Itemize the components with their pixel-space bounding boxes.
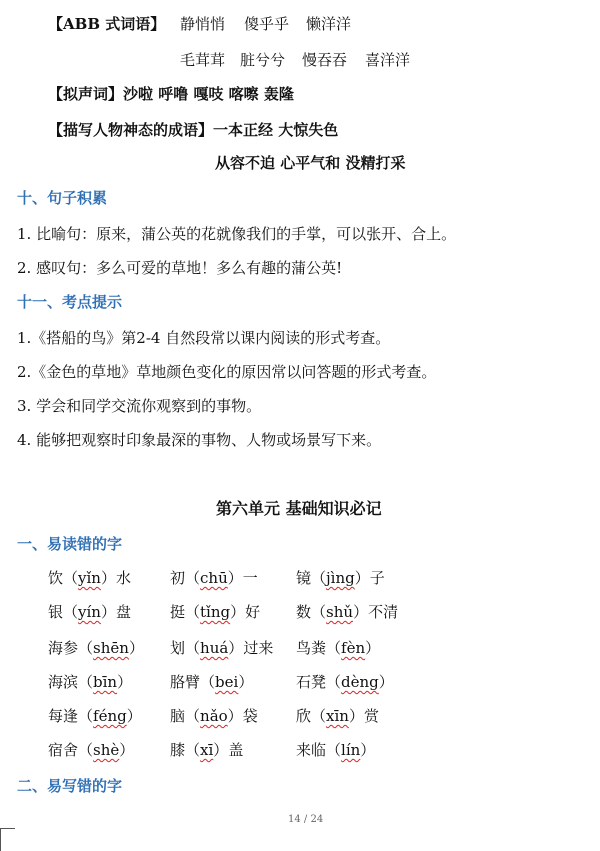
misread-word-entry: 划（huá）过来	[170, 639, 274, 657]
page-corner-mark	[0, 828, 15, 851]
abb-label: 【ABB 式词语】	[48, 15, 166, 33]
misread-word-entry: 初（chū）一	[170, 569, 258, 587]
word-character: 镜	[296, 569, 312, 587]
pinyin: fèn	[341, 639, 366, 657]
section-heading-sentences: 十、句子积累	[17, 189, 108, 207]
pinyin: shè	[93, 741, 120, 759]
misread-word-entry: 脑（nǎo）袋	[170, 707, 258, 725]
word-character: 水	[115, 569, 131, 587]
word-character: 挺	[170, 603, 186, 621]
pinyin: xī	[200, 741, 214, 759]
section-heading-miswritten: 二、易写错的字	[17, 777, 123, 795]
pinyin: xīn	[326, 707, 349, 725]
word-character: 海滨	[48, 673, 79, 691]
misread-word-entry: 数（shǔ）不清	[296, 603, 399, 621]
abb-word: 慢吞吞	[302, 51, 348, 69]
onomatopoeia-line: 【拟声词】沙啦 呼噜 嘎吱 喀嚓 轰隆	[48, 85, 294, 103]
misread-word-entry: 饮（yǐn）水	[48, 569, 131, 587]
misread-word-entry: 挺（tǐng）好	[170, 603, 261, 621]
misread-word-entry: 镜（jìng）子	[296, 569, 385, 587]
section-heading-tips: 十一、考点提示	[17, 293, 123, 311]
word-character: 来临	[296, 741, 327, 759]
pinyin: bei	[215, 673, 239, 691]
word-character: 划	[170, 639, 186, 657]
misread-word-entry: 鸟粪（fèn）	[296, 639, 381, 657]
pinyin: shǔ	[326, 603, 354, 621]
word-character: 不清	[368, 603, 399, 621]
tip-item: 4. 能够把观察时印象最深的事物、人物或场景写下来。	[17, 431, 382, 449]
pinyin: chū	[200, 569, 228, 587]
pinyin: shēn	[93, 639, 129, 657]
pinyin: huá	[200, 639, 229, 657]
sentence-item: 1. 比喻句：原来，蒲公英的花就像我们的手掌，可以张开、合上。	[17, 225, 457, 243]
word-character: 石凳	[296, 673, 327, 691]
unit-title: 第六单元 基础知识必记	[216, 499, 382, 518]
misread-word-entry: 宿舍（shè）	[48, 741, 135, 759]
tip-item: 3. 学会和同学交流你观察到的事物。	[17, 397, 262, 415]
word-character: 盘	[115, 603, 131, 621]
tip-item: 2.《金色的草地》草地颜色变化的原因常以问答题的形式考查。	[17, 363, 437, 381]
word-character: 胳臂	[170, 673, 201, 691]
word-character: 海参	[48, 639, 79, 657]
abb-word: 懒洋洋	[306, 15, 352, 33]
pinyin: dèng	[341, 673, 379, 691]
misread-word-entry: 每逢（féng）	[48, 707, 142, 725]
word-character: 鸟粪	[296, 639, 327, 657]
word-character: 好	[245, 603, 261, 621]
idiom-words: 一本正经 大惊失色	[213, 121, 339, 139]
idiom-label: 【描写人物神态的成语】	[48, 121, 214, 139]
abb-word: 脏兮兮	[240, 51, 286, 69]
word-character: 欣	[296, 707, 312, 725]
word-character: 宿舍	[48, 741, 79, 759]
misread-word-entry: 海滨（bīn）	[48, 673, 133, 691]
misread-word-entry: 膝（xī）盖	[170, 741, 244, 759]
misread-word-entry: 海参（shēn）	[48, 639, 144, 657]
misread-word-entry: 来临（lín）	[296, 741, 376, 759]
pinyin: jìng	[326, 569, 355, 587]
misread-word-entry: 胳臂（bei）	[170, 673, 254, 691]
pinyin: tǐng	[200, 603, 231, 621]
word-character: 一	[242, 569, 258, 587]
pinyin: féng	[93, 707, 127, 725]
word-character: 脑	[170, 707, 186, 725]
abb-word: 喜洋洋	[365, 51, 411, 69]
tip-item: 1.《搭船的鸟》第2-4 自然段常以课内阅读的形式考查。	[17, 329, 391, 347]
word-character: 每逢	[48, 707, 79, 725]
word-character: 过来	[243, 639, 274, 657]
abb-word: 静悄悄	[180, 15, 226, 33]
word-character: 初	[170, 569, 186, 587]
word-character: 银	[48, 603, 64, 621]
sentence-item: 2. 感叹句：多么可爱的草地！多么有趣的蒲公英!	[17, 259, 343, 277]
word-character: 饮	[48, 569, 64, 587]
misread-word-entry: 石凳（dèng）	[296, 673, 394, 691]
pinyin: yǐn	[78, 569, 101, 587]
pinyin: nǎo	[200, 707, 228, 725]
word-character: 子	[369, 569, 385, 587]
idiom-words: 从容不迫 心平气和 没精打采	[215, 154, 406, 172]
abb-word: 毛茸茸	[180, 51, 226, 69]
word-character: 袋	[242, 707, 258, 725]
misread-word-entry: 欣（xīn）赏	[296, 707, 379, 725]
misread-word-entry: 银（yín）盘	[48, 603, 131, 621]
section-heading-misread: 一、易读错的字	[17, 535, 123, 553]
pinyin: bīn	[93, 673, 118, 691]
pinyin: yín	[78, 603, 101, 621]
word-character: 数	[296, 603, 312, 621]
abb-word: 傻乎乎	[244, 15, 290, 33]
page-number: 14 / 24	[288, 814, 324, 825]
word-character: 盖	[228, 741, 244, 759]
word-character: 赏	[363, 707, 379, 725]
word-character: 膝	[170, 741, 186, 759]
pinyin: lín	[341, 741, 361, 759]
